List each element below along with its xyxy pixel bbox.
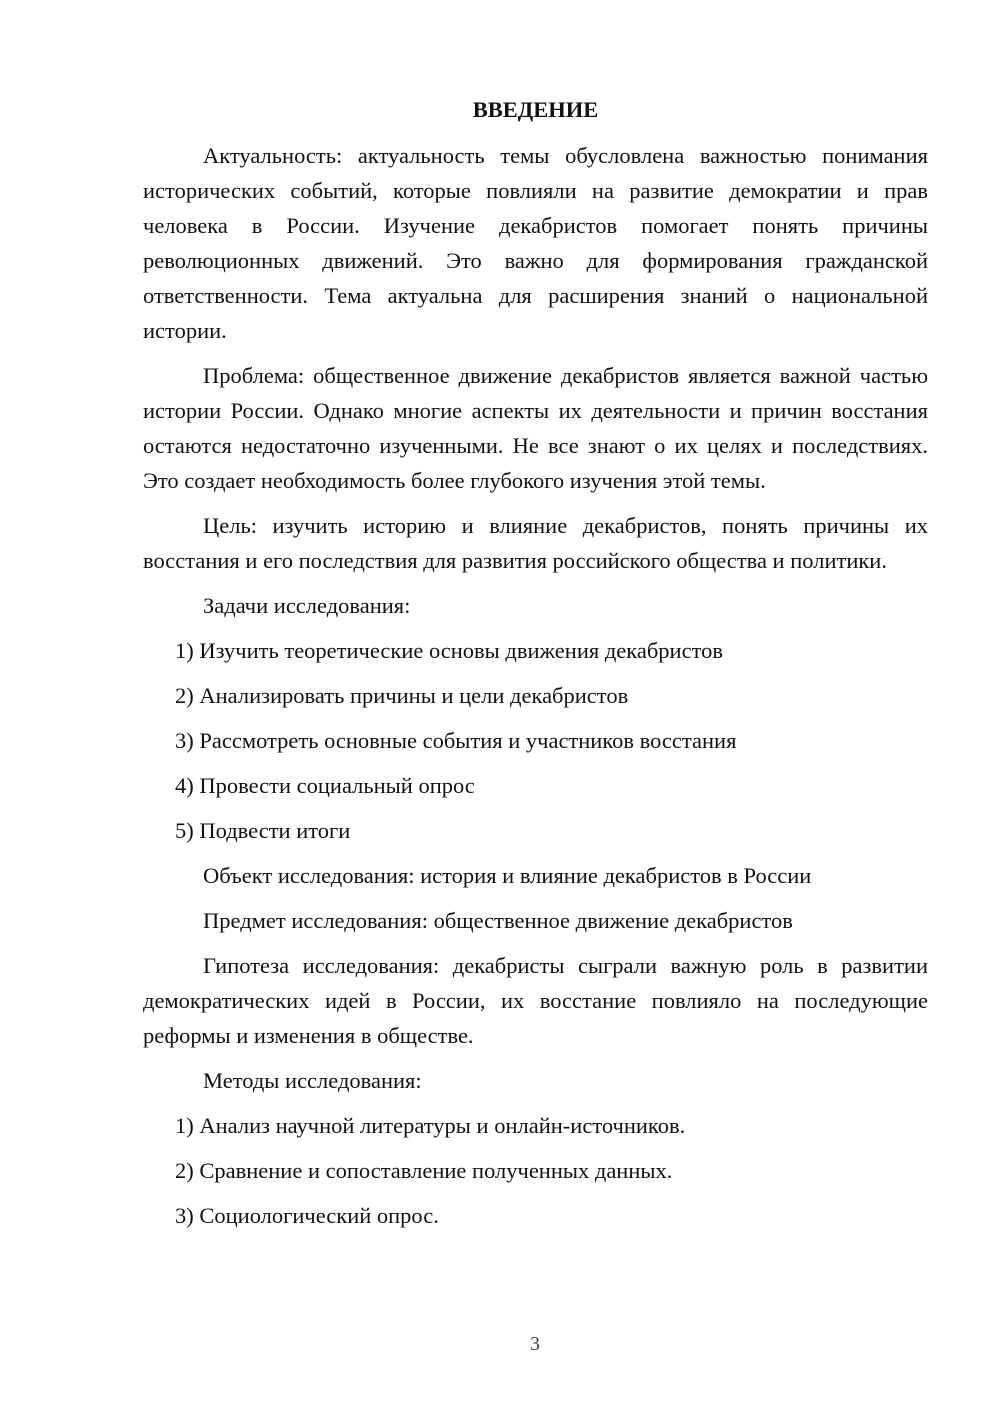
hypothesis-paragraph: Гипотеза исследования: декабристы сыграли важную роль в развитии демократических идей в России, их восстание повлияло на последующие реформы и изменения в обществе. [143, 953, 928, 1048]
document-page [143, 92, 928, 1233]
list-item: 3) Социологический опрос. [175, 1203, 439, 1228]
list-item: 1) Анализ научной литературы и онлайн-источников. [175, 1113, 686, 1138]
methods-label: Методы исследования: [203, 1068, 422, 1093]
relevance-paragraph: Актуальность: актуальность темы обусловлена важностью понимания исторических событий, которые повлияли на развитие демократии и прав человека в России. Изучение декабристов помогает понять причины революционных движений. Это важно для формирования гражданской ответственности. Тема актуальна для расширения знаний о национальной истории. [143, 143, 928, 343]
list-item: 2) Сравнение и сопоставление полученных данных. [175, 1158, 673, 1183]
list-item: 5) Подвести итоги [175, 818, 351, 843]
methods-list [143, 1108, 928, 1233]
list-item: 4) Провести социальный опрос [175, 773, 475, 798]
page-number: 3 [530, 1333, 540, 1355]
tasks-label: Задачи исследования: [203, 593, 411, 618]
problem-paragraph: Проблема: общественное движение декабристов является важной частью истории России. Однако многие аспекты их деятельности и причин восстания остаются недостаточно изученными. Не все знают о их целях и последствиях. Это создает необходимость более глубокого изучения этой темы. [143, 363, 928, 493]
page-title: ВВЕДЕНИЕ [472, 97, 599, 122]
list-item: 2) Анализировать причины и цели декабристов [175, 683, 629, 708]
list-item: 3) Рассмотреть основные события и участников восстания [175, 728, 737, 753]
subject-line: Предмет исследования: общественное движение декабристов [203, 908, 793, 933]
list-item: 1) Изучить теоретические основы движения декабристов [175, 638, 723, 663]
tasks-list [143, 633, 928, 848]
goal-paragraph: Цель: изучить историю и влияние декабристов, понять причины их восстания и его последствия для развития российского общества и политики. [143, 513, 928, 573]
object-line: Объект исследования: история и влияние декабристов в России [203, 863, 812, 888]
